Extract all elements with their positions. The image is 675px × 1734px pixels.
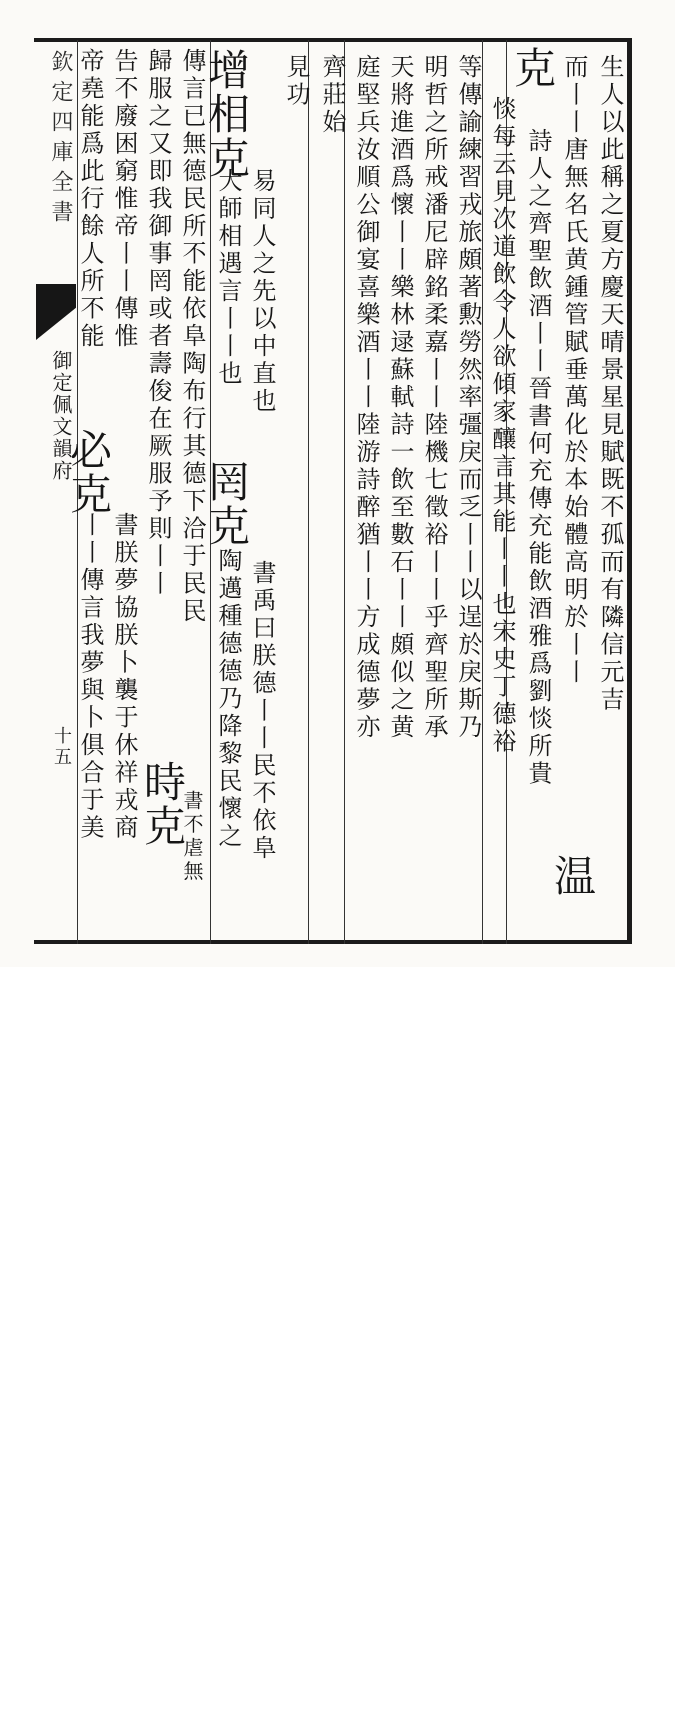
heading-bi-ke: 必克 xyxy=(64,428,113,516)
text-column-6: 明哲之所戒潘尼辟銘柔嘉丨丨陸機七徵裕丨丨乎齊聖所承 xyxy=(420,54,448,742)
text-column-1: 生人以此稱之夏方慶天晴景星見賦既不孤而有隣信元吉 xyxy=(596,54,624,714)
text-column-16: 帝堯能爲此行餘人所不能 xyxy=(76,48,104,351)
text-column-5: 等傳諭練習戎旅頗著勲勞然率彊戾而乏丨丨以逞於戾斯乃 xyxy=(454,54,482,742)
heading-shi-ke: 時克 xyxy=(138,760,187,848)
text-column-3: 詩人之齊聖飲酒丨丨晉書何充傳充能飲酒雅爲劉惔所貴 xyxy=(524,128,552,788)
text-column-15d: 書朕夢協朕卜襲于休祥戎商 xyxy=(110,512,138,842)
text-column-13: 傳言已無德民所不能依阜陶布行其德下洽于民民 xyxy=(178,48,206,626)
page-number: 十五 xyxy=(51,726,72,768)
text-column-14b: 書不虐無 xyxy=(180,790,204,884)
book-header: 欽定四庫全書 xyxy=(48,50,73,230)
heading-ke: 克 xyxy=(508,46,557,90)
text-column-12: 大師相遇言丨丨也 xyxy=(214,168,242,388)
text-column-11: 易同人之先以中直也 xyxy=(248,168,276,416)
text-column-8: 庭堅兵汝順公御宴喜樂酒丨丨陸游詩醉猶丨丨方成德夢亦 xyxy=(352,54,380,742)
text-column-12b: 陶邁種德德乃降黎民懷之 xyxy=(214,548,242,851)
heading-wang-ke: 罔克 xyxy=(202,460,251,548)
text-column-2: 而丨丨唐無名氏黄鍾管賦垂萬化於本始體高明於丨丨 xyxy=(560,54,588,687)
text-column-9: 齊莊始 xyxy=(318,54,346,137)
book-title: 御定佩文韻府 xyxy=(49,350,73,482)
text-column-15c: 丨丨傳言我夢與卜俱合于美 xyxy=(76,512,104,842)
text-column-11b: 書禹曰朕德丨丨民不依阜 xyxy=(248,560,276,863)
text-column-10: 見功 xyxy=(282,54,310,109)
heading-zeng-xiang-ke: 增相克 xyxy=(202,48,251,180)
text-column-4: 惔每云見次道飲令人欲傾家釀言其能丨丨也宋史丁德裕 xyxy=(488,96,516,756)
text-column-15: 告不廢困窮惟帝丨丨傳惟 xyxy=(110,48,138,351)
text-column-14: 歸服之又即我御事罔或者壽俊在厥服予則丨丨 xyxy=(144,48,172,598)
heading-wen: 温 xyxy=(548,854,597,898)
text-column-7: 天將進酒爲懷丨丨樂林逯蘇軾詩一飲至數石丨丨頗似之黄 xyxy=(386,54,414,742)
